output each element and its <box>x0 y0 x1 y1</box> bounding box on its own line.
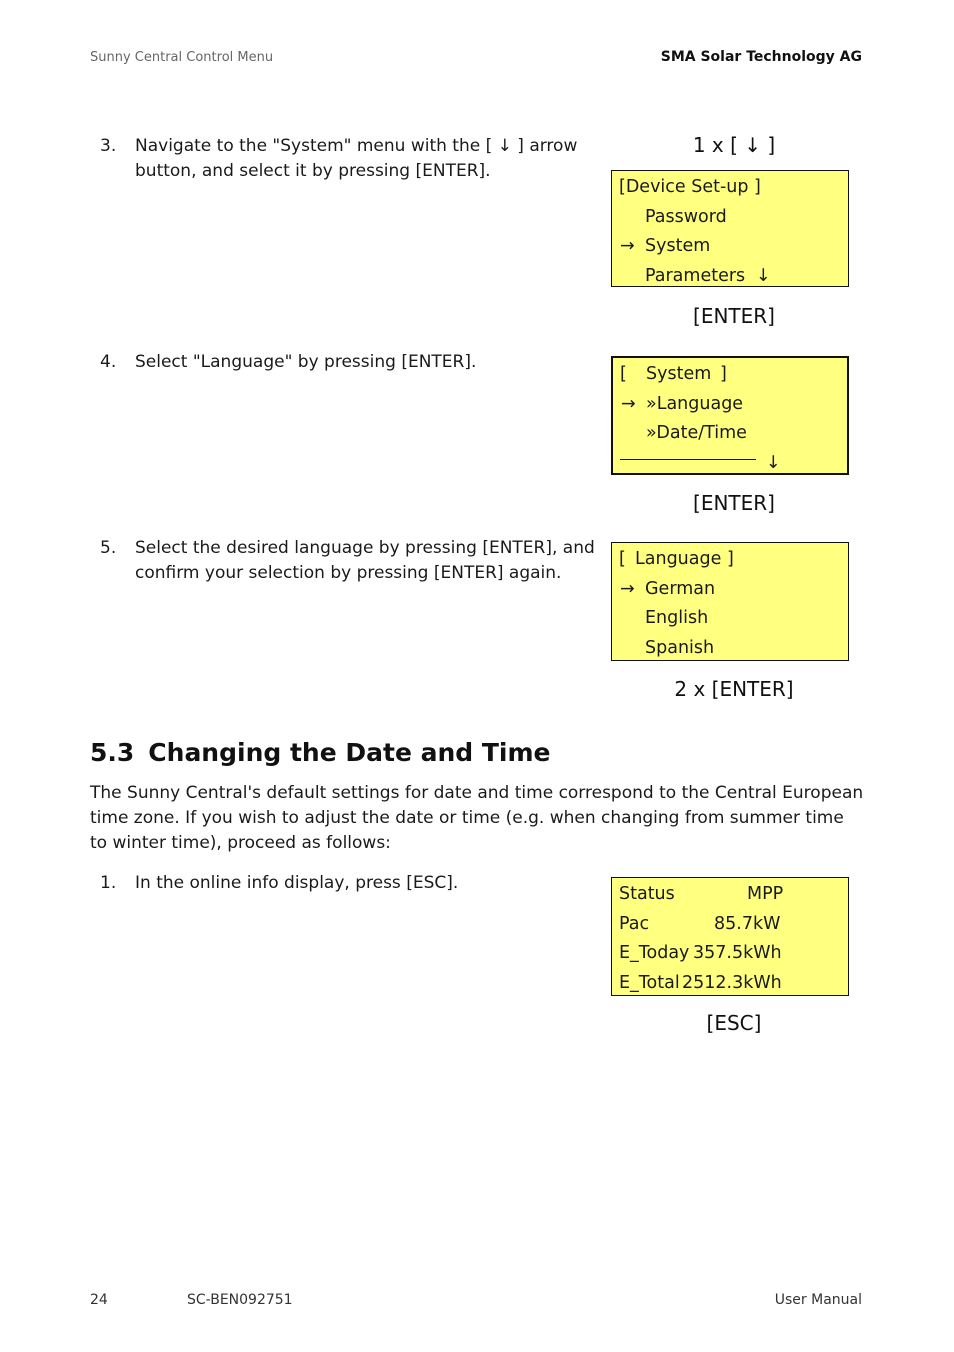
lcd-title: System <box>646 364 712 384</box>
document-id: SC-BEN092751 <box>187 1292 293 1308</box>
menu-item-spanish: Spanish <box>645 637 715 658</box>
lcd-title: [Device Set-up ] <box>619 177 761 197</box>
step-number: 4. <box>100 352 117 372</box>
separator-line <box>620 459 756 460</box>
info-value-status: MPP <box>747 884 784 904</box>
lcd-device-setup <box>611 170 849 287</box>
lcd-row <box>619 939 848 969</box>
step-text: Navigate to the "System" menu with the [ ↓ ] arrow button, and select it by pressing [ENTER]. <box>135 136 578 181</box>
lcd-title-row <box>619 545 848 575</box>
running-header-right: SMA Solar Technology AG <box>660 49 862 65</box>
lcd-row <box>619 969 848 999</box>
lcd-row <box>620 390 847 420</box>
lcd-online-info <box>611 877 849 996</box>
lcd-row <box>619 203 848 233</box>
info-label-e-today: E_Today <box>619 943 690 963</box>
lcd-title-bracket-close: ] <box>727 549 734 569</box>
lcd-row <box>620 449 847 479</box>
menu-item-date-time: »Date/Time <box>646 423 747 443</box>
info-label-pac: Pac <box>619 913 650 934</box>
lcd-title-row <box>619 173 848 203</box>
lcd-row <box>619 880 848 910</box>
lcd-row <box>619 262 848 292</box>
step-text: Select "Language" by pressing [ENTER]. <box>135 352 477 372</box>
scroll-down-arrow-icon: ↓ <box>766 452 781 473</box>
selection-arrow-icon: → <box>620 578 635 599</box>
lcd-system-menu <box>611 356 849 475</box>
lcd-title-bracket-close: ] <box>720 364 727 384</box>
info-value-e-total: 2512.3kWh <box>682 972 782 993</box>
menu-item-password: Password <box>645 206 727 227</box>
info-value-e-today: 357.5kWh <box>693 943 782 963</box>
page-number: 24 <box>90 1292 108 1308</box>
key-caption-enter: [ENTER] <box>693 491 775 515</box>
step-text: Select the desired language by pressing [ENTER], and confirm your selection by pressing [ENTER] again. <box>135 538 595 583</box>
lcd-title-bracket-open: [ <box>619 549 626 569</box>
lcd-title-row <box>620 360 847 390</box>
key-caption-enter-twice: 2 x [ENTER] <box>674 677 794 701</box>
section-paragraph: The Sunny Central's default settings for date and time correspond to the Central European time zone. If you wish to adjust the date or time (e.g. when changing from summer time to winter time), proceed as follows: <box>90 783 864 853</box>
lcd-row <box>619 910 848 940</box>
step-4 <box>100 350 600 375</box>
step-text: In the online info display, press [ESC]. <box>135 873 459 893</box>
step-number: 5. <box>100 538 117 558</box>
section-number: 5.3 <box>90 738 135 767</box>
key-caption-enter: [ENTER] <box>693 304 775 328</box>
lcd-row <box>619 634 848 664</box>
lcd-row <box>619 604 848 634</box>
info-label-e-total: E_Total <box>619 972 680 993</box>
menu-item-german: German <box>645 578 716 599</box>
step-number: 1. <box>100 873 117 893</box>
running-header-left: Sunny Central Control Menu <box>90 50 274 65</box>
lcd-title: Language <box>635 549 722 569</box>
step-5 <box>100 536 600 586</box>
selection-arrow-icon: → <box>621 393 636 414</box>
key-caption-down: 1 x [ ↓ ] <box>692 133 776 157</box>
lcd-row <box>619 575 848 605</box>
menu-item-english: English <box>645 608 709 628</box>
lcd-row <box>620 419 847 449</box>
menu-item-parameters: Parameters <box>645 265 746 286</box>
info-value-pac: 85.7kW <box>714 913 781 934</box>
lcd-language-menu <box>611 542 849 661</box>
step-1 <box>100 871 600 896</box>
step-3 <box>100 134 600 184</box>
lcd-row <box>619 232 848 262</box>
section-title: Changing the Date and Time <box>148 738 551 767</box>
menu-item-system: System <box>645 236 711 256</box>
section-heading <box>90 738 551 767</box>
info-label-status: Status <box>619 884 675 904</box>
menu-item-language: »Language <box>646 393 744 414</box>
scroll-down-arrow-icon: ↓ <box>756 265 771 286</box>
lcd-title-bracket-open: [ <box>620 364 627 384</box>
footer-right: User Manual <box>774 1292 862 1308</box>
key-caption-esc: [ESC] <box>706 1011 762 1035</box>
selection-arrow-icon: → <box>620 236 635 256</box>
step-number: 3. <box>100 136 117 156</box>
